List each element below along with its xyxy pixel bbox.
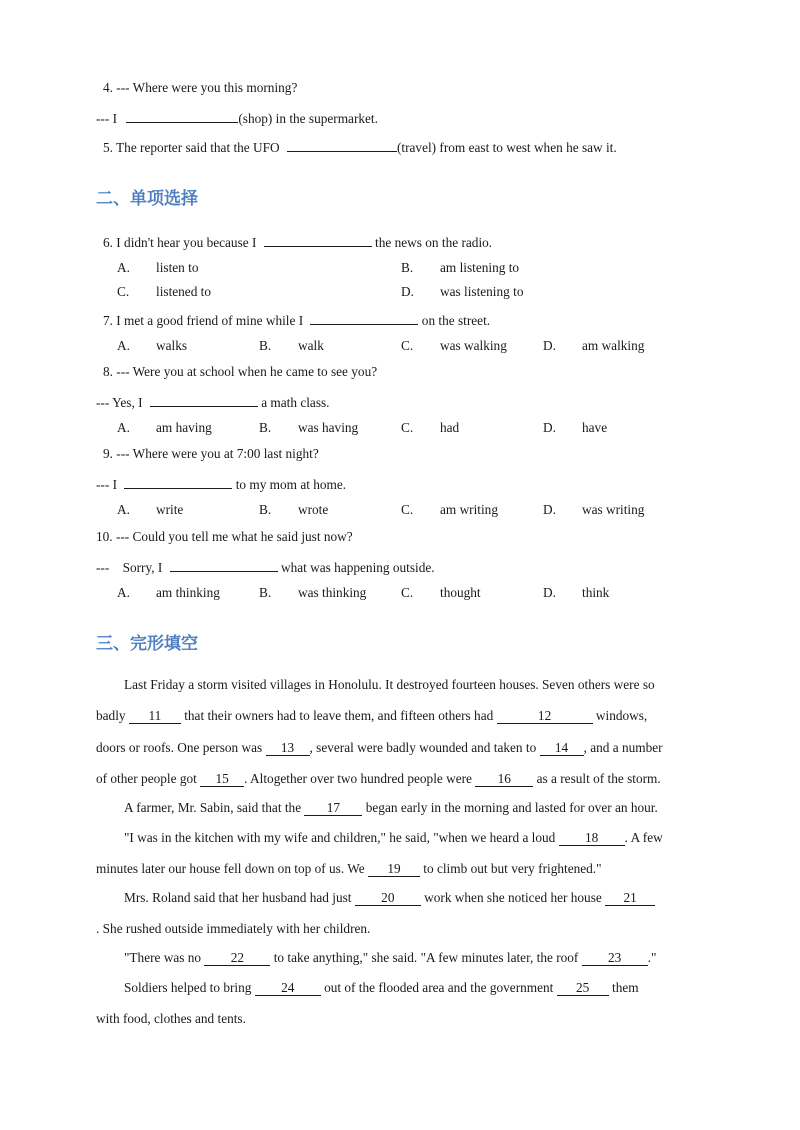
cloze-p3-line1: "I was in the kitchen with my wife and children," he said, "when we heard a loud 18 . A few — [124, 830, 663, 845]
q10-stem: --- Sorry, I what was happening outside. — [96, 560, 435, 575]
q4-line2: --- I (shop) in the supermarket. — [96, 111, 378, 126]
cloze-p3-line2: minutes later our house fell down on top of us. We 19 to climb out but very frightened." — [96, 861, 602, 876]
q8-option-a-text: am having — [156, 420, 212, 435]
q8-option-d[interactable]: D. — [543, 420, 556, 435]
cloze-p1-line3: doors or roofs. One person was 13 , several were badly wounded and taken to 14 , and a number — [96, 740, 663, 755]
q10-line1: 10. --- Could you tell me what he said just now? — [96, 529, 353, 544]
cloze-blank-20[interactable]: 20 — [355, 891, 421, 906]
q10-option-a-text: am thinking — [156, 585, 220, 600]
cloze-blank-15[interactable]: 15 — [200, 772, 244, 787]
q10-option-c-text: thought — [440, 585, 481, 600]
answer-blank[interactable] — [287, 138, 397, 152]
q6-option-a[interactable]: A. — [117, 260, 130, 275]
q10-option-b-text: was thinking — [298, 585, 367, 600]
cloze-blank-18[interactable]: 18 — [559, 831, 625, 846]
cloze-p1-line4: of other people got 15 . Altogether over two hundred people were 16 as a result of the storm. — [96, 771, 661, 786]
q9-option-b[interactable]: B. — [259, 502, 272, 517]
cloze-p1-line1: Last Friday a storm visited villages in Honolulu. It destroyed fourteen houses. Seven others were so — [124, 677, 655, 692]
cloze-p5: "There was no 22 to take anything," she said. "A few minutes later, the roof 23 ." — [124, 950, 657, 965]
section-title-cloze: 三、完形填空 — [96, 634, 198, 654]
q8-option-d-text: have — [582, 420, 608, 435]
cloze-p1-line2: badly 11 that their owners had to leave them, and fifteen others had 12 windows, — [96, 708, 648, 723]
q10-option-b[interactable]: B. — [259, 585, 272, 600]
answer-blank[interactable] — [264, 233, 372, 247]
q9-option-b-text: wrote — [298, 502, 329, 517]
q7-stem: 7. I met a good friend of mine while I on the street. — [103, 313, 491, 328]
q5-line: 5. The reporter said that the UFO (travel) from east to west when he saw it. — [103, 140, 617, 155]
q6-option-c-text: listened to — [156, 284, 212, 299]
cloze-blank-12[interactable]: 12 — [497, 709, 593, 724]
q10-option-d[interactable]: D. — [543, 585, 556, 600]
cloze-p2: A farmer, Mr. Sabin, said that the 17 began early in the morning and lasted for over an hour. — [124, 800, 658, 815]
q8-option-a[interactable]: A. — [117, 420, 130, 435]
q9-option-a[interactable]: A. — [117, 502, 130, 517]
cloze-blank-14[interactable]: 14 — [540, 741, 584, 756]
q6-option-a-text: listen to — [156, 260, 199, 275]
q6-stem: 6. I didn't hear you because I the news on the radio. — [103, 235, 493, 250]
q10-option-c[interactable]: C. — [401, 585, 414, 600]
q9-option-a-text: write — [156, 502, 184, 517]
cloze-p4-line1: Mrs. Roland said that her husband had just 20 work when she noticed her house 21 — [124, 890, 655, 906]
cloze-blank-17[interactable]: 17 — [304, 801, 362, 816]
q9-stem: --- I to my mom at home. — [96, 477, 347, 492]
section-title-single-choice: 二、单项选择 — [96, 189, 198, 209]
q8-line1: 8. --- Were you at school when he came to see you? — [103, 364, 378, 379]
q6-option-d[interactable]: D. — [401, 284, 414, 299]
cloze-blank-13[interactable]: 13 — [266, 741, 310, 756]
q6-option-b-text: am listening to — [440, 260, 520, 275]
q7-option-d-text: am walking — [582, 338, 645, 353]
cloze-blank-25[interactable]: 25 — [557, 981, 609, 996]
answer-blank[interactable] — [124, 475, 232, 489]
q7-option-a-text: walks — [156, 338, 188, 353]
q7-option-c[interactable]: C. — [401, 338, 414, 353]
q8-option-b-text: was having — [298, 420, 359, 435]
cloze-p6-line1: Soldiers helped to bring 24 out of the flooded area and the government 25 them — [124, 980, 639, 995]
cloze-blank-24[interactable]: 24 — [255, 981, 321, 996]
q7-option-c-text: was walking — [440, 338, 507, 353]
answer-blank[interactable] — [150, 393, 258, 407]
q7-option-b[interactable]: B. — [259, 338, 272, 353]
q9-line1: 9. --- Where were you at 7:00 last night? — [103, 446, 319, 461]
cloze-blank-22[interactable]: 22 — [204, 951, 270, 966]
q6-option-b[interactable]: B. — [401, 260, 414, 275]
cloze-blank-11[interactable]: 11 — [129, 709, 181, 724]
q6-option-c[interactable]: C. — [117, 284, 130, 299]
q8-option-c-text: had — [440, 420, 460, 435]
q10-option-d-text: think — [582, 585, 610, 600]
q4-line1: 4. --- Where were you this morning? — [103, 80, 298, 95]
q7-option-d[interactable]: D. — [543, 338, 556, 353]
q7-option-b-text: walk — [298, 338, 324, 353]
cloze-p4-line2: . She rushed outside immediately with her children. — [96, 921, 371, 936]
cloze-blank-16[interactable]: 16 — [475, 772, 533, 787]
q8-stem: --- Yes, I a math class. — [96, 395, 330, 410]
q8-option-c[interactable]: C. — [401, 420, 414, 435]
cloze-blank-21[interactable]: 21 — [605, 891, 655, 906]
q9-option-d[interactable]: D. — [543, 502, 556, 517]
cloze-p6-line2: with food, clothes and tents. — [96, 1011, 246, 1026]
q10-option-a[interactable]: A. — [117, 585, 130, 600]
q8-option-b[interactable]: B. — [259, 420, 272, 435]
answer-blank[interactable] — [310, 311, 418, 325]
q9-option-c-text: am writing — [440, 502, 498, 517]
q9-option-d-text: was writing — [582, 502, 645, 517]
q6-option-d-text: was listening to — [440, 284, 524, 299]
cloze-blank-23[interactable]: 23 — [582, 951, 648, 966]
answer-blank[interactable] — [126, 109, 238, 123]
q9-option-c[interactable]: C. — [401, 502, 414, 517]
answer-blank[interactable] — [170, 558, 278, 572]
q7-option-a[interactable]: A. — [117, 338, 130, 353]
cloze-blank-19[interactable]: 19 — [368, 862, 420, 877]
